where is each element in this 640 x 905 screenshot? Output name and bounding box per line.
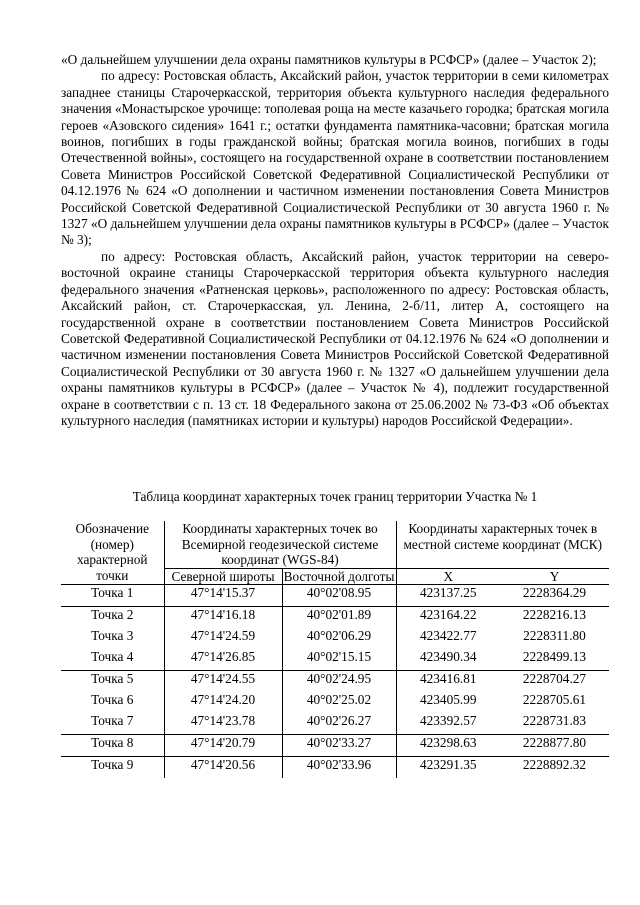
point-x: 423291.35 <box>396 757 500 779</box>
point-name: Точка 4 <box>91 649 134 664</box>
point-x: 423405.99 <box>396 692 500 713</box>
point-latitude: 47°14'26.85 <box>164 649 282 671</box>
point-x: 423392.57 <box>396 713 500 735</box>
point-name: Точка 9 <box>91 757 134 772</box>
point-y: 2228705.61 <box>522 692 587 707</box>
point-x: 423164.22 <box>396 607 500 629</box>
table-row <box>61 671 609 693</box>
table-row <box>61 607 609 629</box>
point-longitude: 40°02'15.15 <box>282 649 396 671</box>
point-x: 423422.77 <box>396 628 500 649</box>
point-name: Точка 7 <box>91 713 134 728</box>
point-name: Точка 3 <box>91 628 134 643</box>
point-latitude: 47°14'24.20 <box>164 692 282 713</box>
point-longitude: 40°02'24.95 <box>282 671 396 693</box>
table-caption: Таблица координат характерных точек границ территории Участка № 1 <box>132 489 538 504</box>
table-row <box>61 585 609 607</box>
point-y: 2228311.80 <box>523 628 586 643</box>
point-name: Точка 2 <box>91 607 134 622</box>
point-y: 2228877.80 <box>522 735 587 750</box>
table-row <box>61 649 609 671</box>
point-longitude: 40°02'25.02 <box>282 692 396 713</box>
point-name: Точка 8 <box>91 735 134 750</box>
header-north-latitude: Северной широты <box>164 568 282 585</box>
point-x: 423490.34 <box>396 649 500 671</box>
point-latitude: 47°14'15.37 <box>164 585 282 607</box>
point-x: 423298.63 <box>396 735 500 757</box>
point-latitude: 47°14'24.55 <box>164 671 282 693</box>
header-y: Y <box>549 568 560 584</box>
point-name: Точка 6 <box>91 692 134 707</box>
point-latitude: 47°14'23.78 <box>164 713 282 735</box>
paragraph-plot-3: по адресу: Ростовская область, Аксайский район, участок территории в семи километрах западнее станицы Старочеркасской, территория объекта культурного наследия федерального значения «Монастырское урочище: тополевая роща на месте казачьего городка; братская могила героев «Азовского сидения» 1641 г.; остатки фундамента памятника-часовни; братская могила воинов, погибших в годы гражданской войны; братская могила воинов, погибших в годы Отечественной войны», состоящего на государственной охране в соответствии постановлением Совета Министров Российской Советской Федеративной Социалистической Республики от 04.12.1976 № 624 «О дополнении и частичном изменении постановления Совета Министров Российской Советской Федеративной Социалистической Республики от 30 августа 1960 г. № 1327 «О дальнейшем улучшении дела охраны памятников культуры в РСФСР» (далее – Участок № 3); <box>61 68 609 248</box>
point-y: 2228892.32 <box>522 757 587 772</box>
paragraph-continuation: «О дальнейшем улучшении дела охраны памятников культуры в РСФСР» (далее – Участок 2); <box>61 52 597 67</box>
point-name: Точка 1 <box>91 585 134 600</box>
point-longitude: 40°02'26.27 <box>282 713 396 735</box>
point-y: 2228216.13 <box>522 607 587 622</box>
point-x: 423416.81 <box>396 671 500 693</box>
point-longitude: 40°02'33.27 <box>282 735 396 757</box>
coordinates-table <box>61 521 609 778</box>
point-latitude: 47°14'20.79 <box>164 735 282 757</box>
header-msk: Координаты характерных точек в местной системе координат (МСК) <box>396 521 609 568</box>
paragraph-plot-4: по адресу: Ростовская область, Аксайский район, участок территории на северо-восточной окраине станицы Старочеркасской территория объекта культурного наследия федерального значения «Ратненская церковь», расположенного по адресу: Ростовская область, Аксайский район, ст. Старочеркасская, ул. Ленина, 2-б/11, литер А, состоящего на государственной охране в соответствии постановлением Совета Министров Российской Советской Федеративной Социалистической Республики от 04.12.1976 № 624 «О дополнении и частичном изменении постановления Совета Министров Российской Советской Федеративной Социалистической Республики от 30 августа 1960 г. № 1327 «О дальнейшем улучшении дела охраны памятников культуры в РСФСР» (далее – Участок № 4), подлежит государственной охране в соответствии с п. 13 ст. 18 Федерального закона от 25.06.2002 № 73-ФЗ «Об объектах культурного наследия (памятниках истории и культуры) народов Российской Федерации». <box>61 248 609 428</box>
table-row <box>61 692 609 713</box>
point-name: Точка 5 <box>91 671 134 686</box>
point-longitude: 40°02'08.95 <box>282 585 396 607</box>
point-latitude: 47°14'24.59 <box>164 628 282 649</box>
point-x: 423137.25 <box>396 585 500 607</box>
point-longitude: 40°02'33.96 <box>282 757 396 779</box>
point-y: 2228704.27 <box>522 671 587 686</box>
header-east-longitude: Восточной долготы <box>283 568 395 584</box>
point-latitude: 47°14'20.56 <box>164 757 282 779</box>
coordinates-table-body <box>61 585 609 779</box>
header-x: X <box>396 568 500 585</box>
point-y: 2228364.29 <box>522 585 587 600</box>
point-longitude: 40°02'06.29 <box>282 628 396 649</box>
table-row <box>61 713 609 735</box>
header-wgs84: Координаты характерных точек во Всемирной геодезической системе координат (WGS-84) <box>164 521 396 568</box>
point-longitude: 40°02'01.89 <box>282 607 396 629</box>
header-point-designation: Обозначение (номер) характерной точки <box>75 521 149 583</box>
point-latitude: 47°14'16.18 <box>164 607 282 629</box>
document-body <box>61 52 609 429</box>
table-row <box>61 757 609 779</box>
table-row <box>61 735 609 757</box>
point-y: 2228499.13 <box>522 649 587 664</box>
table-row <box>61 628 609 649</box>
point-y: 2228731.83 <box>522 713 587 728</box>
